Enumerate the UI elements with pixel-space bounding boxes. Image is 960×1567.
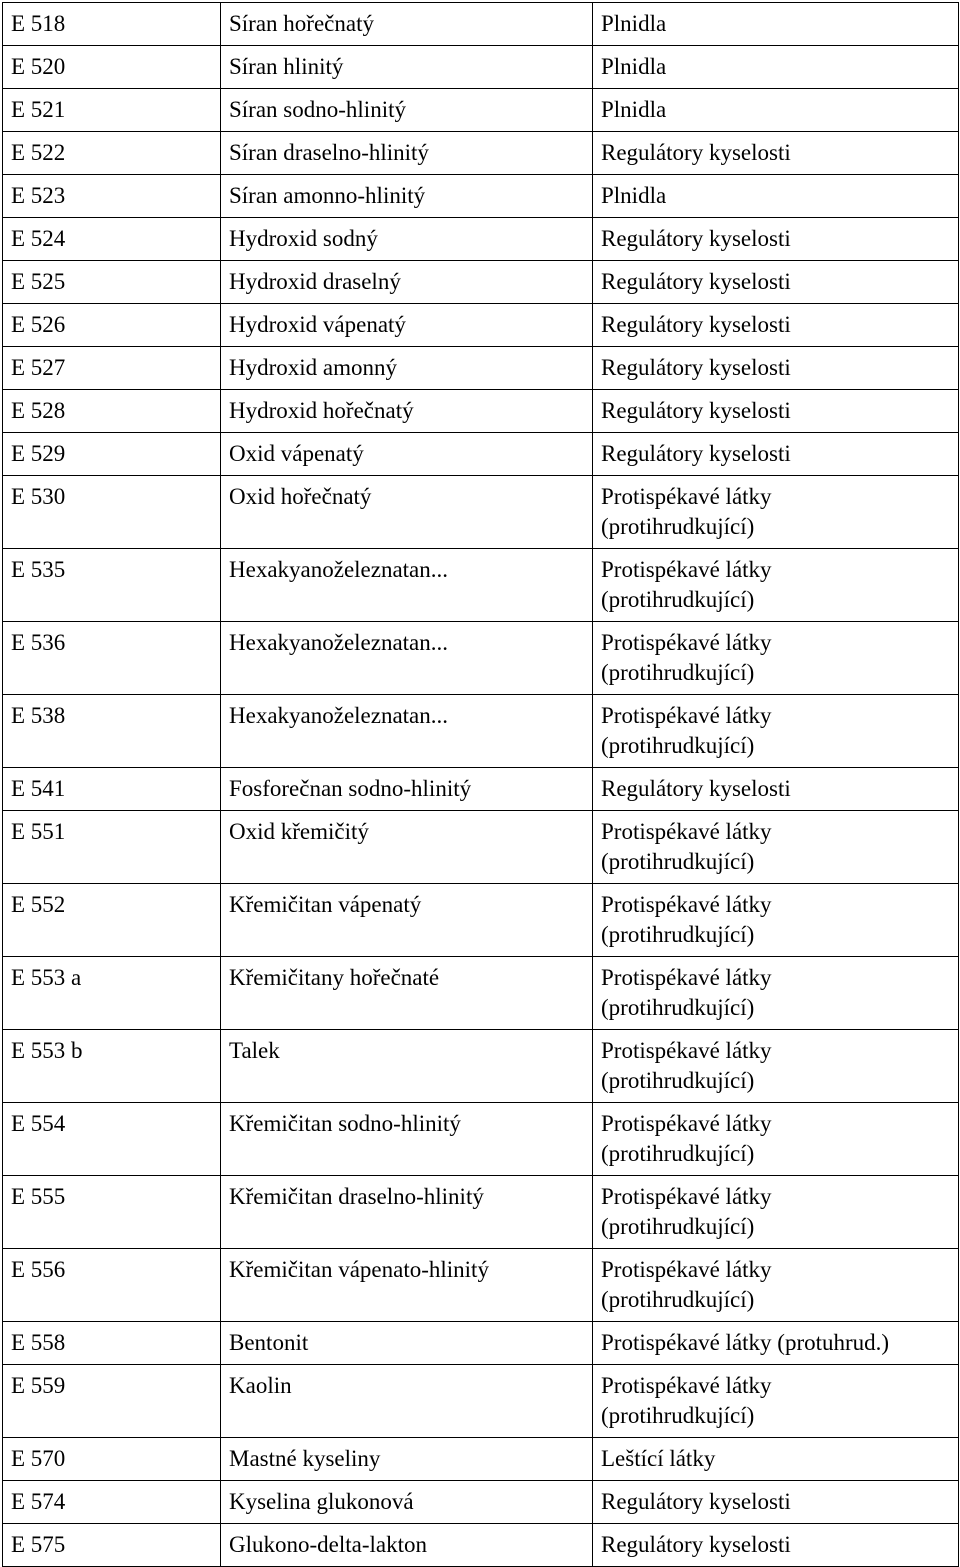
function-line: Regulátory kyselosti	[601, 441, 791, 466]
substance-name-cell: Síran hlinitý	[221, 46, 593, 89]
e-code-cell: E 528	[3, 390, 221, 433]
function-line: Plnidla	[601, 183, 667, 208]
function-line: Protispékavé látky	[601, 1373, 772, 1398]
function-line: Regulátory kyselosti	[601, 312, 791, 337]
e-code-cell: E 535	[3, 549, 221, 622]
table-row	[3, 1249, 959, 1322]
function-cell	[593, 884, 959, 957]
e-code-cell: E 559	[3, 1365, 221, 1438]
table-row	[3, 46, 959, 89]
substance-name-cell: Oxid vápenatý	[221, 433, 593, 476]
function-line: (protihrudkující)	[601, 660, 755, 685]
function-line: (protihrudkující)	[601, 1403, 755, 1428]
function-cell	[593, 132, 959, 175]
table-row	[3, 433, 959, 476]
function-cell	[593, 1030, 959, 1103]
function-line: Plnidla	[601, 97, 667, 122]
function-cell	[593, 1322, 959, 1365]
e-code-cell: E 522	[3, 132, 221, 175]
function-cell	[593, 1103, 959, 1176]
e-code-cell: E 553 a	[3, 957, 221, 1030]
substance-name-cell: Hexakyanoželeznatan...	[221, 549, 593, 622]
function-line: Protispékavé látky (protuhrud.)	[601, 1330, 890, 1355]
function-cell	[593, 218, 959, 261]
e-code-cell: E 575	[3, 1524, 221, 1567]
function-cell	[593, 1365, 959, 1438]
function-cell	[593, 347, 959, 390]
table-row	[3, 1438, 959, 1481]
function-line: (protihrudkující)	[601, 1068, 755, 1093]
substance-name-cell: Hexakyanoželeznatan...	[221, 622, 593, 695]
table-row	[3, 1365, 959, 1438]
function-line: (protihrudkující)	[601, 514, 755, 539]
substance-name-cell: Křemičitan sodno-hlinitý	[221, 1103, 593, 1176]
function-cell	[593, 261, 959, 304]
table-row	[3, 957, 959, 1030]
function-line: Protispékavé látky	[601, 819, 772, 844]
function-line: (protihrudkující)	[601, 587, 755, 612]
e-code-cell: E 553 b	[3, 1030, 221, 1103]
function-cell	[593, 957, 959, 1030]
function-line: (protihrudkující)	[601, 1141, 755, 1166]
function-line: Protispékavé látky	[601, 965, 772, 990]
function-line: (protihrudkující)	[601, 922, 755, 947]
function-line: (protihrudkující)	[601, 1214, 755, 1239]
function-line: (protihrudkující)	[601, 849, 755, 874]
substance-name-cell: Síran hořečnatý	[221, 3, 593, 46]
e-code-cell: E 551	[3, 811, 221, 884]
table-row	[3, 1524, 959, 1567]
substance-name-cell: Hydroxid vápenatý	[221, 304, 593, 347]
function-cell	[593, 549, 959, 622]
table-row	[3, 218, 959, 261]
function-line: Protispékavé látky	[601, 703, 772, 728]
table-row	[3, 549, 959, 622]
e-code-cell: E 526	[3, 304, 221, 347]
function-cell	[593, 1524, 959, 1567]
substance-name-cell: Síran amonno-hlinitý	[221, 175, 593, 218]
substance-name-cell: Hydroxid sodný	[221, 218, 593, 261]
substance-name-cell: Oxid hořečnatý	[221, 476, 593, 549]
function-cell	[593, 304, 959, 347]
e-code-cell: E 521	[3, 89, 221, 132]
function-cell	[593, 89, 959, 132]
table-row	[3, 884, 959, 957]
e-code-cell: E 523	[3, 175, 221, 218]
function-line: Plnidla	[601, 54, 667, 79]
e-code-cell: E 556	[3, 1249, 221, 1322]
function-line: Regulátory kyselosti	[601, 226, 791, 251]
substance-name-cell: Křemičitany hořečnaté	[221, 957, 593, 1030]
function-cell	[593, 768, 959, 811]
e-code-cell: E 574	[3, 1481, 221, 1524]
e-code-cell: E 525	[3, 261, 221, 304]
table-row	[3, 347, 959, 390]
function-line: Regulátory kyselosti	[601, 776, 791, 801]
e-code-cell: E 520	[3, 46, 221, 89]
substance-name-cell: Síran sodno-hlinitý	[221, 89, 593, 132]
function-cell	[593, 1249, 959, 1322]
table-row	[3, 811, 959, 884]
substance-name-cell: Glukono-delta-lakton	[221, 1524, 593, 1567]
function-cell	[593, 390, 959, 433]
substance-name-cell: Křemičitan draselno-hlinitý	[221, 1176, 593, 1249]
e-code-cell: E 570	[3, 1438, 221, 1481]
table-row	[3, 390, 959, 433]
table-body	[3, 3, 959, 1567]
substance-name-cell: Oxid křemičitý	[221, 811, 593, 884]
e-code-cell: E 530	[3, 476, 221, 549]
function-line: Protispékavé látky	[601, 557, 772, 582]
function-line: Regulátory kyselosti	[601, 140, 791, 165]
e-code-cell: E 518	[3, 3, 221, 46]
e-code-cell: E 527	[3, 347, 221, 390]
table-row	[3, 622, 959, 695]
function-line: Protispékavé látky	[601, 484, 772, 509]
substance-name-cell: Kaolin	[221, 1365, 593, 1438]
substance-name-cell: Křemičitan vápenatý	[221, 884, 593, 957]
function-cell	[593, 3, 959, 46]
e-code-cell: E 529	[3, 433, 221, 476]
function-line: (protihrudkující)	[601, 1287, 755, 1312]
function-line: Protispékavé látky	[601, 1038, 772, 1063]
function-cell	[593, 46, 959, 89]
function-line: Protispékavé látky	[601, 630, 772, 655]
e-code-cell: E 524	[3, 218, 221, 261]
table-row	[3, 695, 959, 768]
table-row	[3, 132, 959, 175]
substance-name-cell: Hydroxid draselný	[221, 261, 593, 304]
function-cell	[593, 175, 959, 218]
table-row	[3, 768, 959, 811]
substance-name-cell: Křemičitan vápenato-hlinitý	[221, 1249, 593, 1322]
e-code-cell: E 541	[3, 768, 221, 811]
table-row	[3, 1176, 959, 1249]
function-cell	[593, 1438, 959, 1481]
table-row	[3, 89, 959, 132]
function-cell	[593, 622, 959, 695]
e-code-cell: E 536	[3, 622, 221, 695]
e-code-cell: E 552	[3, 884, 221, 957]
table-row	[3, 304, 959, 347]
function-line: Regulátory kyselosti	[601, 355, 791, 380]
function-cell	[593, 695, 959, 768]
table-row	[3, 3, 959, 46]
function-line: Regulátory kyselosti	[601, 1489, 791, 1514]
table-row	[3, 1481, 959, 1524]
table-row	[3, 476, 959, 549]
substance-name-cell: Bentonit	[221, 1322, 593, 1365]
function-line: (protihrudkující)	[601, 733, 755, 758]
function-cell	[593, 1481, 959, 1524]
function-line: Plnidla	[601, 11, 667, 36]
table-row	[3, 1030, 959, 1103]
function-line: Protispékavé látky	[601, 1257, 772, 1282]
substance-name-cell: Hexakyanoželeznatan...	[221, 695, 593, 768]
function-line: Protispékavé látky	[601, 1184, 772, 1209]
table-row	[3, 261, 959, 304]
function-line: Leštící látky	[601, 1446, 716, 1471]
substance-name-cell: Síran draselno-hlinitý	[221, 132, 593, 175]
function-cell	[593, 1176, 959, 1249]
function-cell	[593, 811, 959, 884]
e-code-cell: E 555	[3, 1176, 221, 1249]
table-row	[3, 1322, 959, 1365]
function-line: Regulátory kyselosti	[601, 269, 791, 294]
substance-name-cell: Mastné kyseliny	[221, 1438, 593, 1481]
substance-name-cell: Talek	[221, 1030, 593, 1103]
e-code-cell: E 538	[3, 695, 221, 768]
function-cell	[593, 476, 959, 549]
function-line: (protihrudkující)	[601, 995, 755, 1020]
substance-name-cell: Hydroxid amonný	[221, 347, 593, 390]
function-line: Protispékavé látky	[601, 892, 772, 917]
table-row	[3, 175, 959, 218]
function-cell	[593, 433, 959, 476]
substance-name-cell: Fosforečnan sodno-hlinitý	[221, 768, 593, 811]
e-code-cell: E 554	[3, 1103, 221, 1176]
substance-name-cell: Kyselina glukonová	[221, 1481, 593, 1524]
function-line: Protispékavé látky	[601, 1111, 772, 1136]
function-line: Regulátory kyselosti	[601, 1532, 791, 1557]
e-code-cell: E 558	[3, 1322, 221, 1365]
table-row	[3, 1103, 959, 1176]
substance-name-cell: Hydroxid hořečnatý	[221, 390, 593, 433]
function-line: Regulátory kyselosti	[601, 398, 791, 423]
additives-table	[2, 2, 959, 1567]
